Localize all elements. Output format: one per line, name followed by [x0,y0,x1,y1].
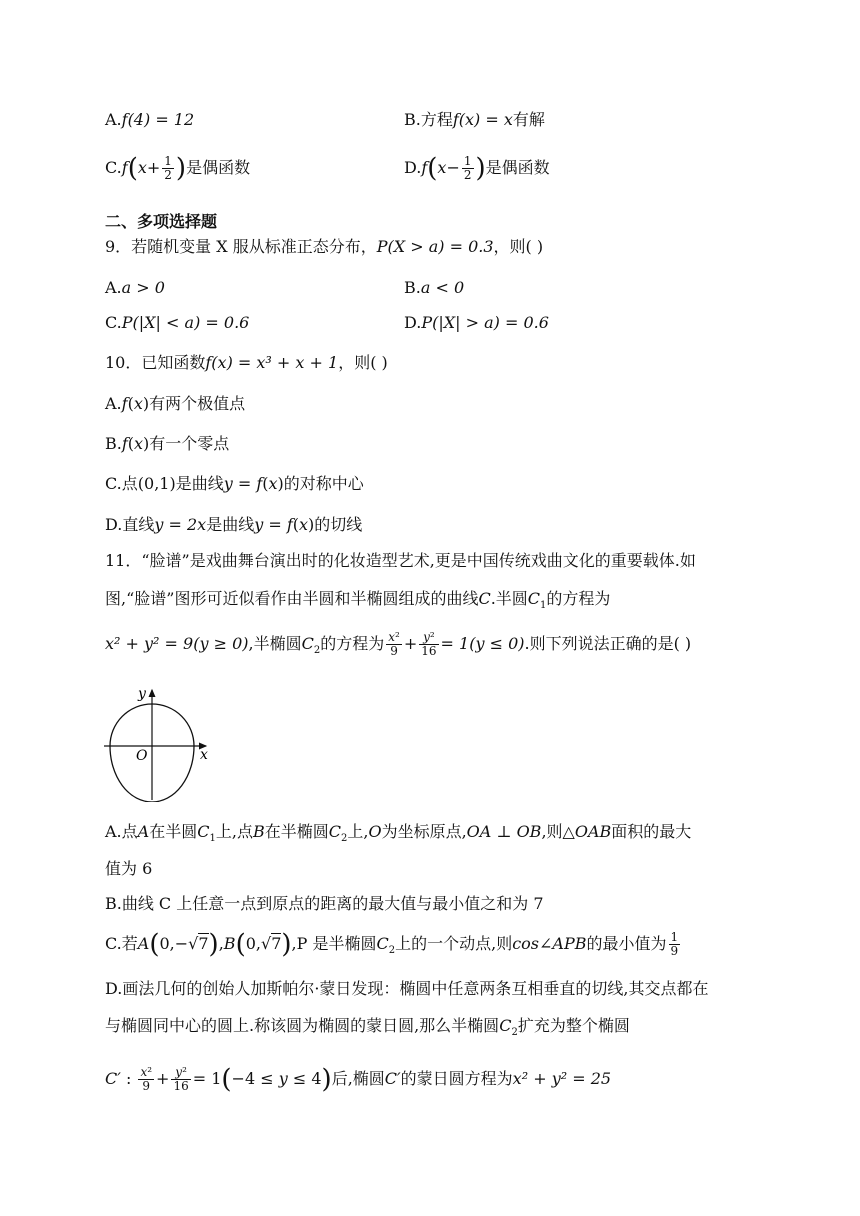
fig-origin-label: O [136,748,148,764]
q8-option-d: D.f(x− $\frac{1}{2}$ )是偶函数 [404,153,550,184]
q9-option-a: A.a > 0 [105,278,165,297]
q8-option-a: A.f(4) = 12 [105,110,195,129]
q11-option-c: C.若A(0,−√7),B(0,√7),P 是半椭圆$C_2$上的一个动点,则cos∠APB的最小值为 $\frac{1}{9}$ [105,929,679,960]
fig-x-label: x [200,747,208,763]
q9-stem: 9．若随机变量 X 服从标准正态分布，P(X > a) = 0.3，则( ) [105,237,544,256]
section-title: 二、多项选择题 [105,212,218,231]
face-mask-figure [100,682,218,802]
q10-option-c: C.点(0,1)是曲线y = f(x)的对称中心 [105,474,364,493]
q8-option-c: C.f(x+ $\frac{1}{2}$ )是偶函数 [105,153,251,184]
q10-option-d: D.直线y = 2x是曲线y = f(x)的切线 [105,515,363,534]
q11-stem-line2: 图,“脸谱”图形可近似看作由半圆和半椭圆组成的曲线C.半圆$C_1$的方程为 [105,589,611,612]
q9-option-c: C.P(|X| < a) = 0.6 [105,313,250,332]
q9-option-d: D.P(|X| > a) = 0.6 [404,313,549,332]
q8-a-math: f(4) = 12 [121,110,195,129]
q10-stem: 10．已知函数f(x) = x³ + x + 1，则( ) [105,353,388,372]
q10-option-a: A.f(x)有两个极值点 [105,394,246,413]
q11-option-d-line3: C′ : $\frac{\text{x²}}{9}$ + $\frac{\text{y²}}{16}$ = 1(−4 ≤ y ≤ 4)后,椭圆C′的蒙日圆方程为x² + y² = 25 [105,1064,612,1095]
q11-option-a-line1: A.点A在半圆$C_1$上,点B在半椭圆$C_2$上,O为坐标原点,OA ⊥ OB,则△OAB面积的最大 [105,822,692,845]
q11-option-d-line2: 与椭圆同中心的圆上.称该圆为椭圆的蒙日圆,那么半椭圆$C_2$扩充为整个椭圆 [105,1016,630,1039]
q8-b-math: f(x) = x [452,110,513,129]
q11-option-d-line1: D.画法几何的创始人加斯帕尔·蒙日发现：椭圆中任意两条互相垂直的切线,其交点都在 [105,979,709,998]
q11-stem-line3: x² + y² = 9(y ≥ 0),半椭圆$C_2$的方程为 $\frac{\text{x²}}{9}$ + $\frac{\text{y²}}{16}$ = 1(y ≤ 0).则下列说法正确的是( ) [105,630,692,658]
q10-option-b: B.f(x)有一个零点 [105,434,230,453]
q11-option-b: B.曲线 C 上任意一点到原点的距离的最大值与最小值之和为 7 [105,894,544,913]
fig-y-label: y [138,686,146,702]
q11-option-a-line2: 值为 6 [105,859,153,878]
q9-option-b: B.a < 0 [404,278,465,297]
q11-stem-line1: 11．“脸谱”是戏曲舞台演出时的化妆造型艺术,更是中国传统戏曲文化的重要载体.如 [105,551,696,570]
q8-option-b: B.方程f(x) = x有解 [404,110,545,129]
